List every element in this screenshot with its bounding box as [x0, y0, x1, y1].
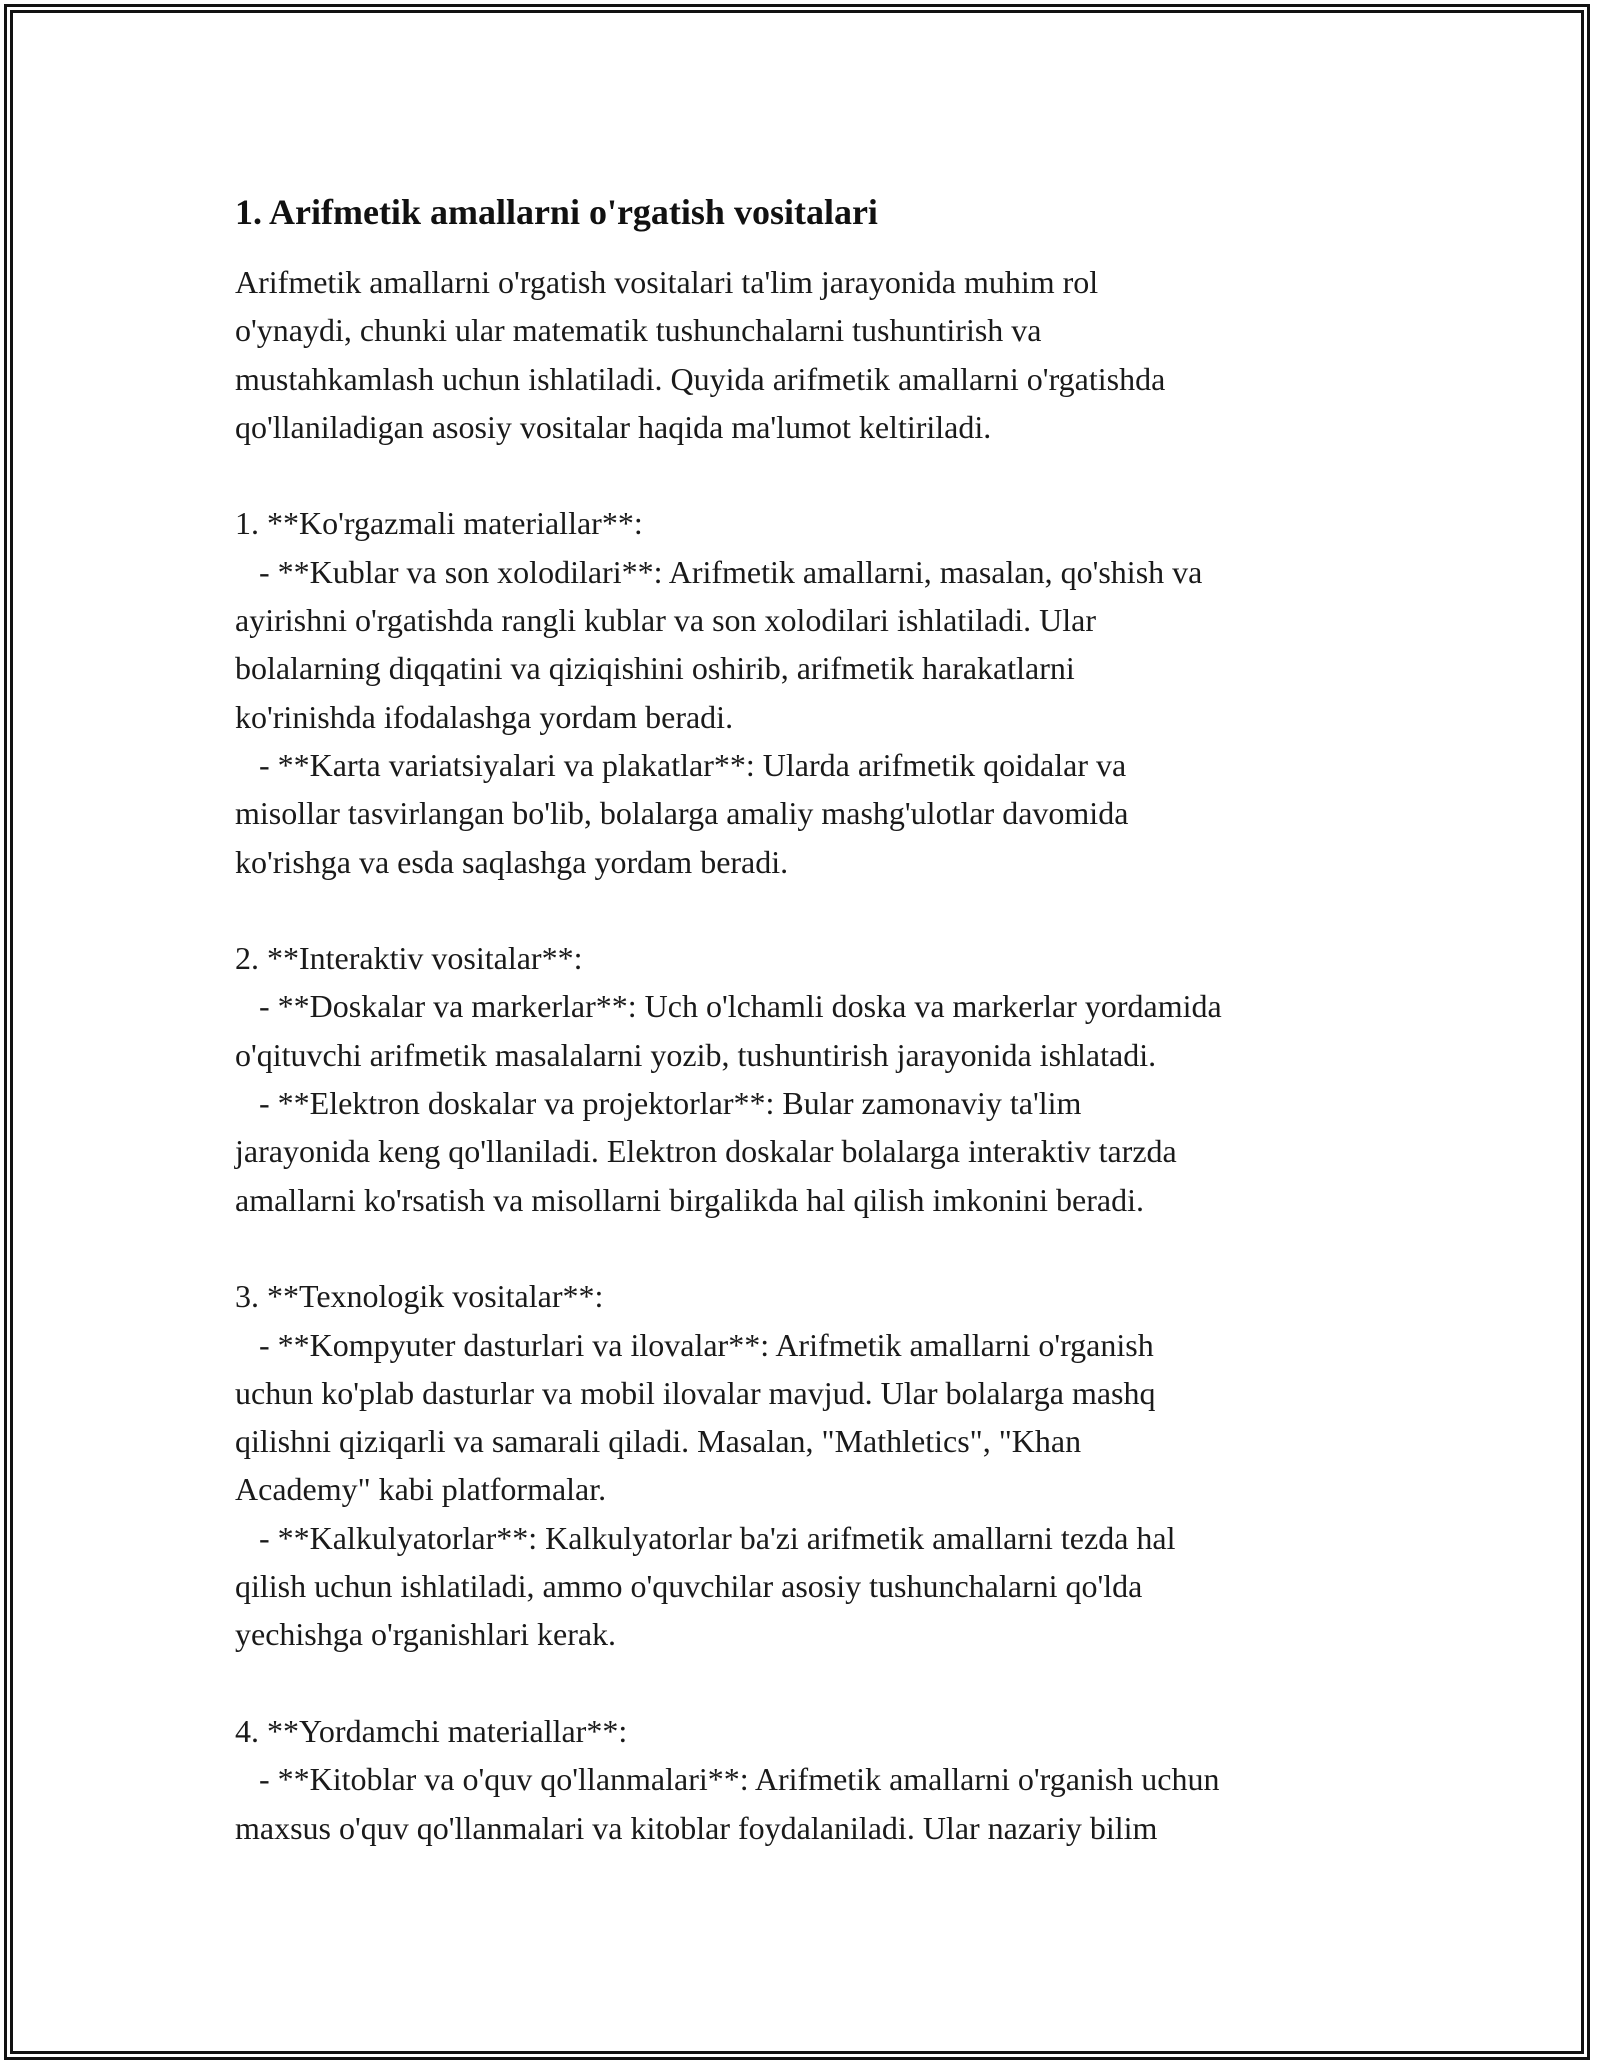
document-heading: 1. Arifmetik amallarni o'rgatish vositalari: [235, 192, 878, 232]
document-body: Arifmetik amallarni o'rgatish vositalari ta'lim jarayonida muhim rol o'ynaydi, chunki ular matematik tushunchalarni tushuntirish va mustahkamlash uchun ishlatiladi. Quyida arifmetik amallarni o'rgatishda qo'llaniladigan asosiy vositalar haqida ma'lumot keltiriladi. 1. **Ko'rgazmali materiallar**: - **Kublar va son xolodilari**: Arifmetik amallarni, masalan, qo'shish va ayirishni o'rgatishda rangli kublar va son xolodilari ishlatiladi. Ular bolalarning diqqatini va qiziqishini oshirib, arifmetik harakatlarni ko'rinishda ifodalashga yordam beradi. - **Karta variatsiyalari va plakatlar**: Ularda arifmetik qoidalar va misollar tasvirlangan bo'lib, bolalarga amaliy mashg'ulotlar davomida ko'rishga va esda saqlashga yordam beradi. 2. **Interaktiv vositalar**: - **Doskalar va markerlar**: Uch o'lchamli doska va markerlar yordamida o'qituvchi arifmetik masalalarni yozib, tushuntirish jarayonida ishlatadi. - **Elektron doskalar va projektorlar**: Bular zamonaviy ta'lim jarayonida keng qo'llaniladi. Elektron doskalar bolalarga interaktiv tarzda amallarni ko'rsatish va misollarni birgalikda hal qilish imkonini beradi. 3. **Texnologik vositalar**: - **Kompyuter dasturlari va ilovalar**: Arifmetik amallarni o'rganish uchun ko'plab dasturlar va mobil ilovalar mavjud. Ular bolalarga mashq qilishni qiziqarli va samarali qiladi. Masalan, "Mathletics", "Khan Academy" kabi platformalar. - **Kalkulyatorlar**: Kalkulyatorlar ba'zi arifmetik amallarni tezda hal qilish uchun ishlatiladi, ammo o'quvchilar asosiy tushunchalarni qo'lda yechishga o'rganishlari kerak. 4. **Yordamchi materiallar**: - **Kitoblar va o'quv qo'llanmalari**: Arifmetik amallarni o'rganish uchun maxsus o'quv qo'llanmalari va kitoblar foydalaniladi. Ular nazariy bilim: [235, 264, 1222, 1846]
document-content: [235, 186, 1375, 1852]
